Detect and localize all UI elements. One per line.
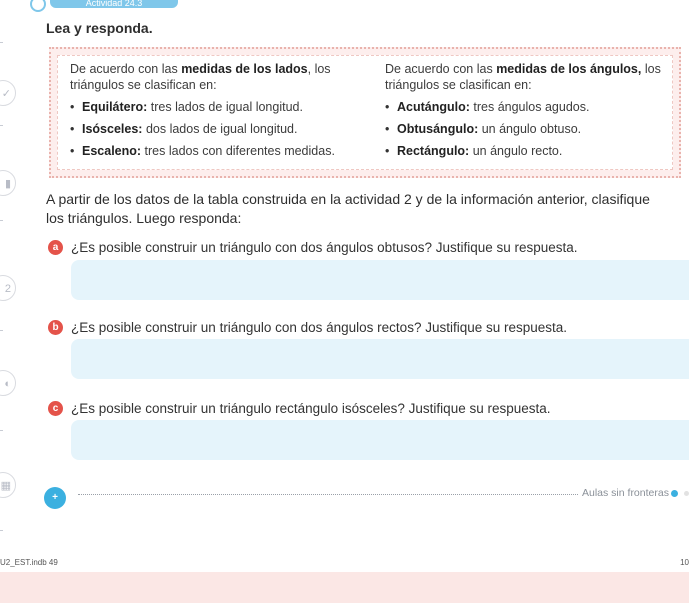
question-badge: c [48, 401, 63, 416]
sidebar-divider [0, 430, 3, 431]
instructions: A partir de los datos de la tabla construida en la actividad 2 y de la información anterior, clasifique los triángulos. Luego responda: [46, 191, 650, 226]
sidebar-divider [0, 530, 3, 531]
bottom-strip [0, 572, 689, 603]
answer-box-a[interactable] [71, 260, 689, 300]
list-item: • Obtusángulo: un ángulo obtuso. [385, 121, 675, 137]
info-box [49, 47, 681, 178]
chart-icon: ▮ [0, 170, 16, 196]
list-item: • Acutángulo: tres ángulos agudos. [385, 99, 675, 115]
answer-box-c[interactable] [71, 420, 689, 460]
progress-icon: ◐ [0, 370, 16, 396]
angles-intro [385, 61, 675, 93]
angles-intro-text: De acuerdo con las [385, 62, 497, 76]
page-number-fragment: 10 [680, 558, 689, 567]
activity-tab-label: Actividad 24.3 [85, 0, 143, 8]
sides-intro-text-end: , los triángulos se clasifican en: [70, 62, 331, 92]
sides-intro-bold: medidas de los lados [181, 62, 308, 76]
math-operations-icon: +−×÷ [44, 487, 66, 509]
page-heading: Lea y responda. [46, 20, 153, 36]
angles-intro-bold: medidas de los ángulos, [496, 62, 642, 76]
footer-divider [78, 494, 578, 495]
check-icon: ✓ [0, 80, 16, 106]
sides-classification [70, 61, 360, 165]
sidebar-divider [0, 330, 3, 331]
footer-dot-icon [671, 490, 678, 497]
question-text: ¿Es posible construir un triángulo con dos ángulos obtusos? Justifique su respuesta. [71, 240, 578, 255]
footer-brand: Aulas sin fronteras [582, 487, 669, 499]
angles-classification [385, 61, 675, 165]
question-badge: b [48, 320, 63, 335]
list-item: • Isósceles: dos lados de igual longitud. [70, 121, 360, 137]
question-b [48, 320, 567, 335]
question-text: ¿Es posible construir un triángulo rectángulo isósceles? Justifique su respuesta. [71, 401, 551, 416]
sides-intro [70, 61, 360, 93]
angles-list [385, 99, 675, 159]
sidebar-divider [0, 125, 3, 126]
question-text: ¿Es posible construir un triángulo con dos ángulos rectos? Justifique su respuesta. [71, 320, 568, 335]
list-item: • Rectángulo: un ángulo recto. [385, 143, 675, 159]
question-a [48, 240, 578, 255]
footer-dot-icon [684, 491, 689, 496]
calendar-icon: ▦ [0, 472, 16, 498]
sidebar [0, 0, 22, 560]
sidebar-divider [0, 220, 3, 221]
gear-icon [30, 0, 46, 12]
activity-tab [50, 0, 178, 8]
question-c [48, 401, 551, 416]
sidebar-divider [0, 42, 3, 43]
sides-list [70, 99, 360, 159]
angles-intro-text-end: los triángulos se clasifican en: [385, 62, 661, 92]
list-item: • Equilátero: tres lados de igual longitud. [70, 99, 360, 115]
question-badge: a [48, 240, 63, 255]
number-icon: 2 [0, 275, 16, 301]
answer-box-b[interactable] [71, 339, 689, 379]
sides-intro-text: De acuerdo con las [70, 62, 182, 76]
print-info: U2_EST.indb 49 [0, 558, 58, 567]
list-item: • Escaleno: tres lados con diferentes medidas. [70, 143, 360, 159]
